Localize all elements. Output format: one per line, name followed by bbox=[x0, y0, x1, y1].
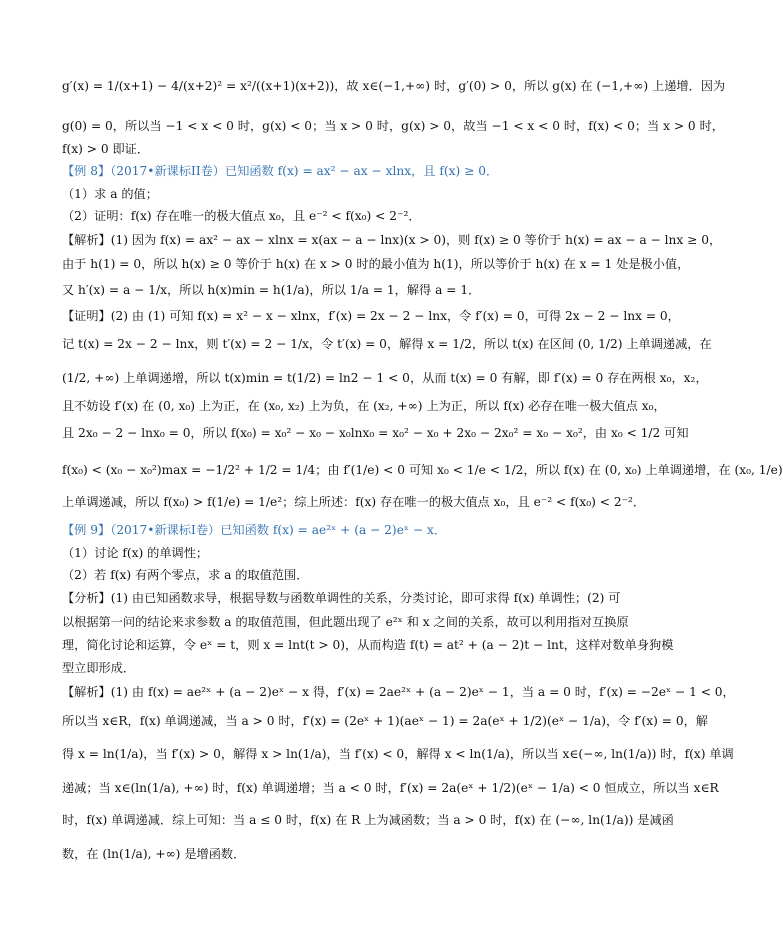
text-line: 记 t(x) = 2x − 2 − lnx，则 t′(x) = 2 − 1/x，令 t′(x) = 0，解得 x = 1/2，所以 t(x) 在区间 (0, 1/2) 上单调递减，在 bbox=[62, 337, 712, 351]
text-line: 型立即形成． bbox=[62, 661, 136, 675]
text-line: 由于 h(1) = 0，所以 h(x) ≥ 0 等价于 h(x) 在 x > 0 时的最小值为 h(1)，所以等价于 h(x) 在 x = 1 处是极小值， bbox=[62, 257, 690, 271]
proof-line: 【证明】(2) 由 (1) 可知 f(x) = x² − x − xlnx，f′(x) = 2x − 2 − lnx，令 f′(x) = 0，可得 2x − 2 − lnx = 0， bbox=[62, 309, 680, 323]
text-line: 以根据第一问的结论来求参数 a 的取值范围，但此题出现了 e²ˣ 和 x 之间的关系，故可以利用指对互换原 bbox=[62, 615, 629, 629]
text-line: 上单调递减，所以 f(x₀) > f(1/e) = 1/e²；综上所述：f(x) 存在唯一的极大值点 x₀，且 e⁻² < f(x₀) < 2⁻²． bbox=[62, 495, 646, 509]
example-8-heading: 【例 8】（2017•新课标II卷）已知函数 f(x) = ax² − ax − xlnx，且 f(x) ≥ 0． bbox=[62, 164, 499, 178]
text-line: （1）讨论 f(x) 的单调性； bbox=[62, 546, 209, 560]
text-line: 得 x = ln(1/a)，当 f′(x) > 0，解得 x > ln(1/a)，当 f′(x) < 0，解得 x < ln(1/a)，所以当 x∈(−∞, ln(1/a)) 时，f(x) 单调 bbox=[62, 747, 734, 761]
text-line: 时，f(x) 单调递减．综上可知：当 a ≤ 0 时，f(x) 在 R 上为减函数；当 a > 0 时，f(x) 在 (−∞, ln(1/a)) 是减函 bbox=[62, 813, 674, 827]
text-line: 且 2x₀ − 2 − lnx₀ = 0，所以 f(x₀) = x₀² − x₀ − x₀lnx₀ = x₀² − x₀ + 2x₀ − 2x₀² = x₀ − x₀²，由 x₀ < 1/2 可知 bbox=[62, 426, 689, 440]
hint-line: 【分析】(1) 由已知函数求导，根据导数与函数单调性的关系，分类讨论，即可求得 f(x) 单调性；(2) 可 bbox=[62, 591, 621, 605]
text-line: 所以当 x∈R，f(x) 单调递减，当 a > 0 时，f′(x) = (2eˣ + 1)(aeˣ − 1) = 2a(eˣ + 1/2)(eˣ − 1/a)，令 f′(x) = 0，解 bbox=[62, 714, 708, 728]
text-line: (1/2, +∞) 上单调递增，所以 t(x)min = t(1/2) = ln2 − 1 < 0，从而 t(x) = 0 有解，即 f′(x) = 0 存在两根 x₀，x₂， bbox=[62, 371, 708, 385]
text-line: 数，在 (ln(1/a), +∞) 是增函数． bbox=[62, 847, 246, 861]
text-line: f(x₀) < (x₀ − x₀²)max = −1/2² + 1/2 = 1/4；由 f′(1/e) < 0 可知 x₀ < 1/e < 1/2，所以 f(x) 在 (0, x₀) 上单调递增，在 (x₀, 1/e) bbox=[62, 463, 783, 477]
text-line: 且不妨设 f′(x) 在 (0, x₀) 上为正，在 (x₀, x₂) 上为负，在 (x₂, +∞) 上为正，所以 f(x) 必存在唯一极大值点 x₀， bbox=[62, 399, 666, 413]
text-line: 又 h′(x) = a − 1/x，所以 h(x)min = h(1/a)，所以 1/a = 1，解得 a = 1． bbox=[62, 283, 481, 297]
text-line: （2）若 f(x) 有两个零点，求 a 的取值范围． bbox=[62, 568, 309, 582]
text-line: g′(x) = 1/(x+1) − 4/(x+2)² = x²/((x+1)(x+2))，故 x∈(−1,+∞) 时，g′(0) > 0，所以 g(x) 在 (−1,+∞) 上递增．因为 bbox=[62, 79, 726, 93]
text-line: （1）求 a 的值； bbox=[62, 187, 158, 201]
text-line: （2）证明：f(x) 存在唯一的极大值点 x₀，且 e⁻² < f(x₀) < 2⁻²． bbox=[62, 209, 421, 223]
analysis-line: 【解析】(1) 因为 f(x) = ax² − ax − xlnx = x(ax − a − lnx)(x > 0)，则 f(x) ≥ 0 等价于 h(x) = ax − a − lnx ≥ 0， bbox=[62, 233, 722, 247]
text-line: 理，简化讨论和运算，令 eˣ = t，则 x = lnt(t > 0)，从而构造 f(t) = at² + (a − 2)t − lnt，这样对数单身狗模 bbox=[62, 638, 674, 652]
text-line: g(0) = 0，所以当 −1 < x < 0 时，g(x) < 0；当 x > 0 时，g(x) > 0，故当 −1 < x < 0 时，f(x) < 0；当 x > 0 时， bbox=[62, 119, 724, 133]
text-line: f(x) > 0 即证． bbox=[62, 142, 150, 156]
analysis-line: 【解析】(1) 由 f(x) = ae²ˣ + (a − 2)eˣ − x 得，f′(x) = 2ae²ˣ + (a − 2)eˣ − 1，当 a = 0 时，f′(x) = −2eˣ − 1 < 0， bbox=[62, 685, 735, 699]
example-9-heading: 【例 9】（2017•新课标I卷）已知函数 f(x) = ae²ˣ + (a − 2)eˣ − x． bbox=[62, 523, 447, 537]
text-line: 递减；当 x∈(ln(1/a), +∞) 时，f(x) 单调递增；当 a < 0 时，f′(x) = 2a(eˣ + 1/2)(eˣ − 1/a) < 0 恒成立，所以当 x∈R bbox=[62, 781, 719, 795]
